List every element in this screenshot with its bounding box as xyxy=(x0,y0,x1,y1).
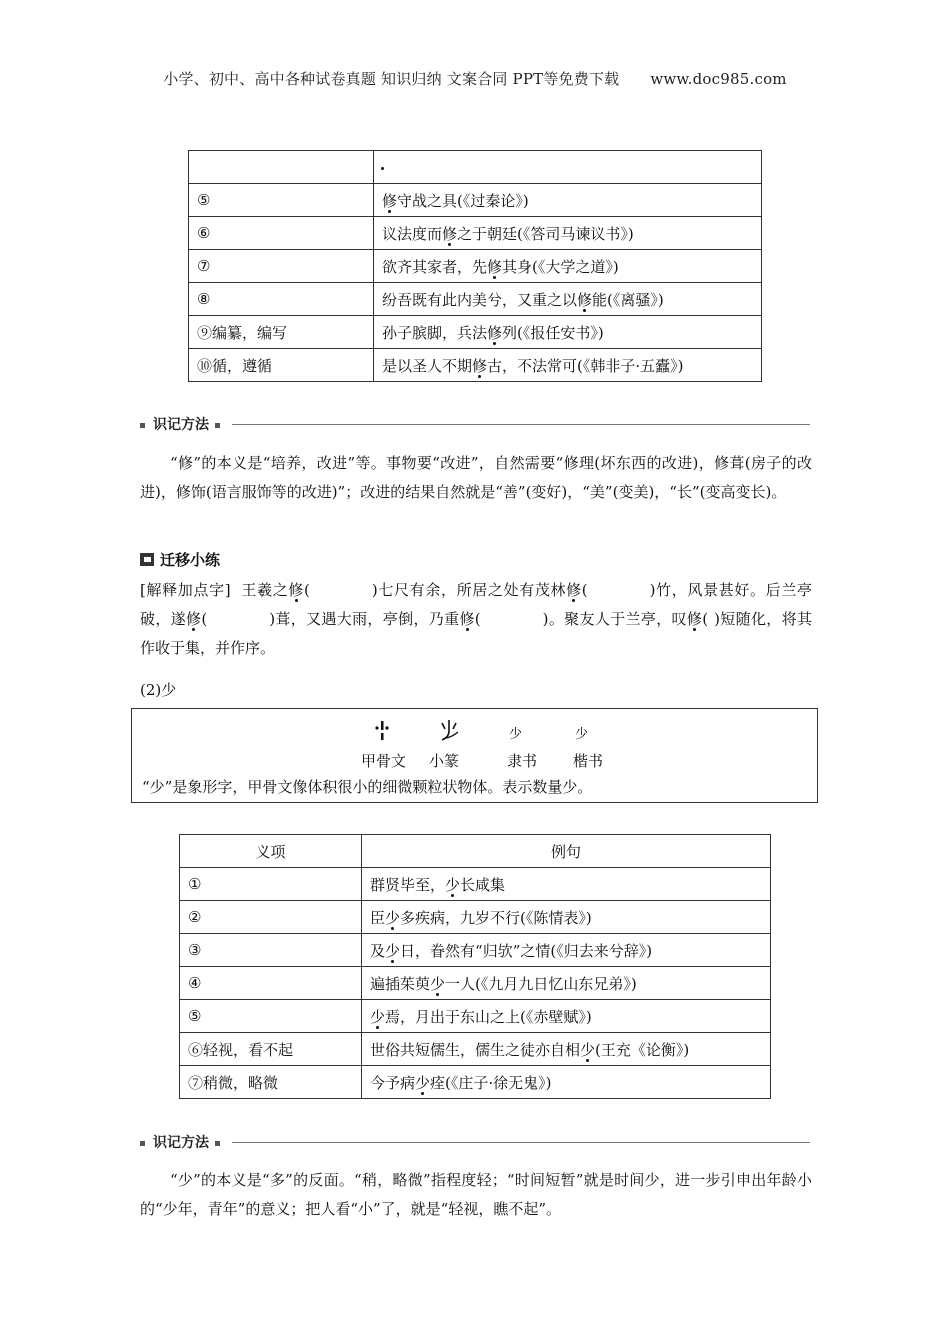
table-row xyxy=(189,217,762,250)
practice-heading: 迁移小练 xyxy=(140,549,220,570)
oracle-bone-glyph-image xyxy=(375,719,389,743)
bullet-square-icon xyxy=(215,1141,220,1146)
table-row xyxy=(189,349,762,382)
meaning-cell: ⑨编纂，编写 xyxy=(189,316,374,349)
header-site-link[interactable]: www.doc985.com xyxy=(650,70,787,88)
dotted-char: 修 xyxy=(186,610,202,628)
example-cell: 群贤毕至，少长咸集 xyxy=(362,868,771,901)
xiu-meaning-table xyxy=(188,150,762,382)
dotted-char: 修 xyxy=(442,224,458,243)
script-labels: 甲骨文 小篆 隶书 楷书 xyxy=(361,752,604,770)
header-text: 小学、初中、高中各种试卷真题 知识归纳 文案合同 PPT等免费下载 xyxy=(163,70,620,88)
practice-icon xyxy=(140,553,154,566)
method-heading: 识记方法 xyxy=(140,1132,810,1152)
glyph-note: “少”是象形字，甲骨文像体积很小的细微颗粒状物体。表示数量少。 xyxy=(142,778,593,796)
table-row xyxy=(189,283,762,316)
table-row xyxy=(189,316,762,349)
table-row xyxy=(180,1066,771,1099)
example-cell: 臣少多疾病，九岁不行(《陈情表》) xyxy=(362,901,771,934)
page-header xyxy=(0,68,950,89)
dotted-char: 少 xyxy=(430,974,446,993)
clerical-script-glyph: 少 xyxy=(509,727,523,742)
table-row xyxy=(180,1033,771,1066)
dotted-char: 少 xyxy=(580,1040,596,1059)
dotted-char: 修 xyxy=(686,610,703,628)
bullet-square-icon xyxy=(140,1141,145,1146)
meaning-cell: ⑥轻视，看不起 xyxy=(180,1033,362,1066)
dotted-char: 修 xyxy=(487,323,503,342)
method-text: “修”的本义是“培养，改进”等。事物要“改进”，自然需要“修理(坏东西的改进)，修葺(房子的改进)，修饰(语言服饰等的改进)”；改进的结果自然就是“善”(变好)，“美”(变美)，“长”(变高变长)。 xyxy=(140,454,812,501)
bullet-square-icon xyxy=(215,423,220,428)
example-cell: 孙子膑脚，兵法修列(《报任安书》) xyxy=(374,316,762,349)
table-row xyxy=(180,1000,771,1033)
table-row xyxy=(180,868,771,901)
example-cell: 欲齐其家者，先修其身(《大学之道》) xyxy=(374,250,762,283)
seal-script-glyph-image xyxy=(438,719,460,741)
example-cell: 议法度而修之于朝廷(《答司马谏议书》) xyxy=(374,217,762,250)
meaning-cell: ⑧ xyxy=(189,283,374,316)
dotted-char: 少 xyxy=(385,908,401,927)
dotted-char: 修 xyxy=(472,356,488,375)
dotted-char: 修 xyxy=(382,191,398,210)
meaning-cell: ③ xyxy=(180,934,362,967)
practice-text: [解释加点字] 王羲之修( )七尺有余，所居之处有茂林修( )竹，风景甚好。后兰亭破，遂修( )葺，又遇大雨，亭倒，乃重修( )。聚友人于兰亭，叹修( )短随化，将其作收于集，并作序。 xyxy=(140,581,812,657)
table-row xyxy=(189,250,762,283)
example-cell xyxy=(374,151,762,184)
regular-script-glyph: 少 xyxy=(575,727,589,742)
example-cell: 修守战之具(《过秦论》) xyxy=(374,184,762,217)
dotted-char: 修 xyxy=(288,581,305,599)
section-label: (2)少 xyxy=(140,681,177,699)
table-row xyxy=(180,934,771,967)
divider xyxy=(232,1142,810,1143)
dotted-char: 少 xyxy=(385,941,401,960)
column-header: 义项 xyxy=(180,835,362,868)
divider xyxy=(232,424,810,425)
meaning-cell: ④ xyxy=(180,967,362,1000)
method-text: “少”的本义是“多”的反面。“稍，略微”指程度轻；“时间短暂”就是时间少，进一步引申出年龄小的“少年，青年”的意义；把人看“小”了，就是“轻视，瞧不起”。 xyxy=(140,1171,812,1218)
meaning-cell: ⑥ xyxy=(189,217,374,250)
column-header: 例句 xyxy=(362,835,771,868)
glyph-evolution-box xyxy=(131,708,818,803)
example-cell: 今予病少痊(《庄子·徐无鬼》) xyxy=(362,1066,771,1099)
meaning-cell xyxy=(189,151,374,184)
dotted-char: 修 xyxy=(577,290,593,309)
example-cell: 纷吾既有此内美兮，又重之以修能(《离骚》) xyxy=(374,283,762,316)
example-cell: 少焉，月出于东山之上(《赤壁赋》) xyxy=(362,1000,771,1033)
meaning-cell: ⑦稍微，略微 xyxy=(180,1066,362,1099)
dotted-char: 少 xyxy=(445,875,461,894)
dotted-char: 少 xyxy=(415,1073,431,1092)
meaning-cell: ① xyxy=(180,868,362,901)
shao-meaning-table xyxy=(179,834,771,1099)
example-cell: 是以圣人不期修古，不法常可(《韩非子·五蠹》) xyxy=(374,349,762,382)
example-cell: 世俗共短儒生，儒生之徒亦自相少(王充《论衡》) xyxy=(362,1033,771,1066)
table-row xyxy=(180,901,771,934)
meaning-cell: ⑤ xyxy=(189,184,374,217)
dotted-char: 修 xyxy=(566,581,582,599)
meaning-cell: ⑩循，遵循 xyxy=(189,349,374,382)
example-cell: 及少日，眷然有“归欤”之情(《归去来兮辞》) xyxy=(362,934,771,967)
dotted-char: 少 xyxy=(370,1007,386,1026)
dotted-char: 修 xyxy=(487,257,503,276)
table-row xyxy=(180,967,771,1000)
method-heading: 识记方法 xyxy=(140,414,810,434)
table-header-row xyxy=(180,835,771,868)
meaning-cell: ② xyxy=(180,901,362,934)
meaning-cell: ⑤ xyxy=(180,1000,362,1033)
meaning-cell: ⑦ xyxy=(189,250,374,283)
bullet-square-icon xyxy=(140,423,145,428)
dotted-char: 修 xyxy=(459,610,475,628)
table-row xyxy=(189,151,762,184)
table-row xyxy=(189,184,762,217)
example-cell: 遍插茱萸少一人(《九月九日忆山东兄弟》) xyxy=(362,967,771,1000)
